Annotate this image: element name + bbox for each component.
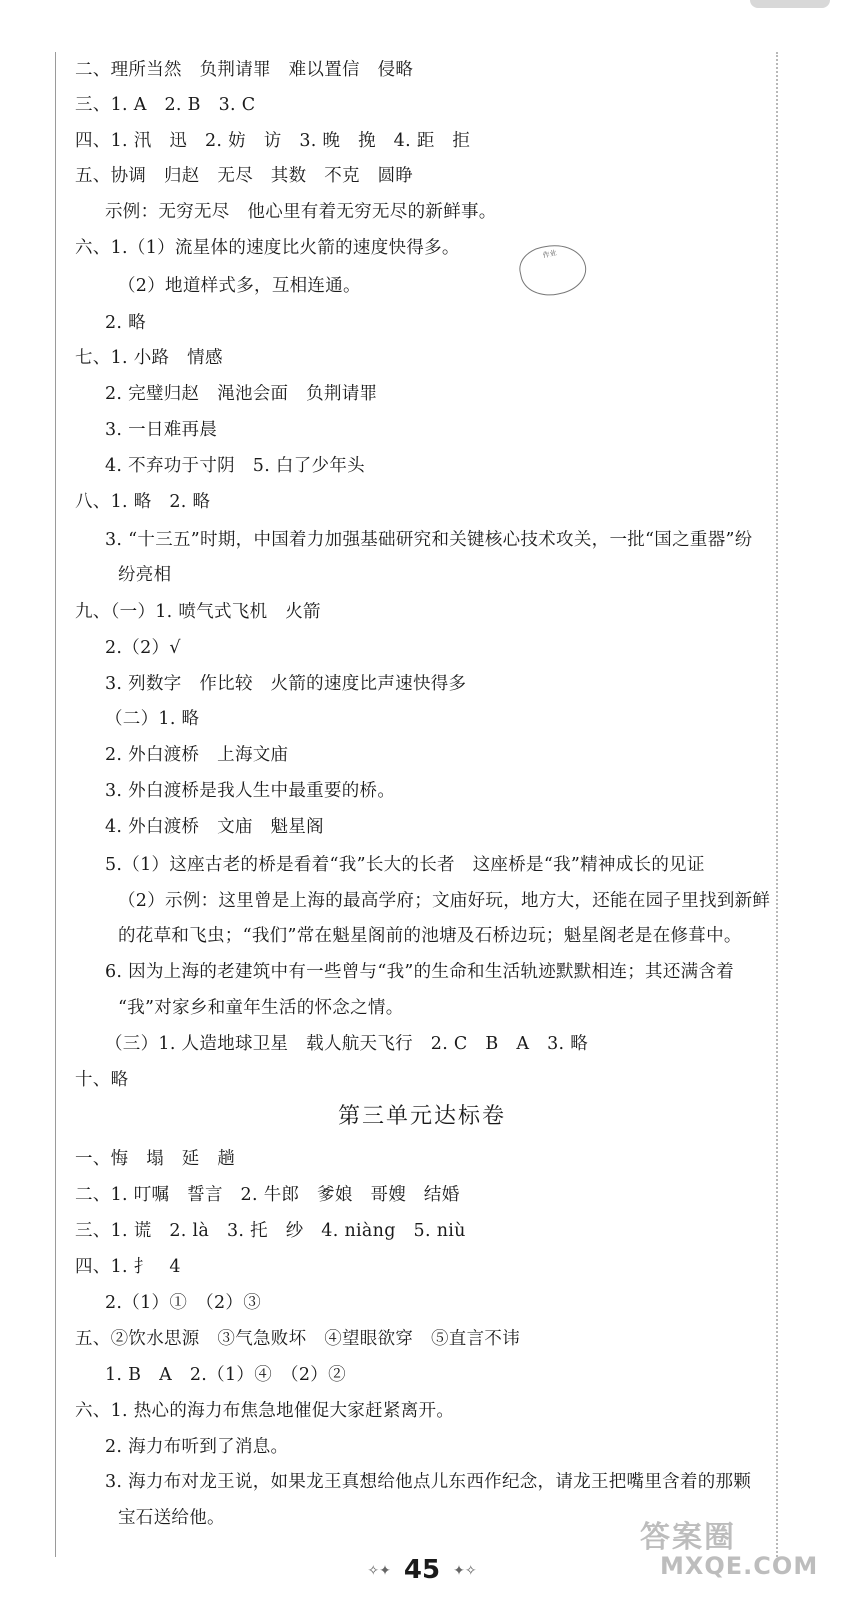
answer-line: 示例：无穷无尽 他心里有着无穷无尽的新鲜事。 — [105, 202, 497, 222]
answer-line: 纷亮相 — [118, 565, 172, 585]
answer-line: 2. 外白渡桥 上海文庙 — [105, 745, 289, 765]
answer-line: 2. 海力布听到了消息。 — [105, 1437, 289, 1457]
left-margin-rule — [55, 52, 56, 1557]
answer-line: 3. 一日难再晨 — [105, 420, 218, 440]
answer-line: 七、1. 小路 情感 — [75, 348, 223, 368]
answer-line: 6. 因为上海的老建筑中有一些曾与“我”的生命和生活轨迹默默相连；其还满含着 — [105, 962, 735, 982]
stamp-label: 作业 — [541, 248, 558, 260]
section-title: 第三单元达标卷 — [337, 1104, 506, 1129]
ornament-icon: ✧✦ — [367, 1562, 391, 1579]
answer-line: 八、1. 略 2. 略 — [75, 492, 211, 512]
answer-line: （三）1. 人造地球卫星 载人航天飞行 2. C B A 3. 略 — [105, 1034, 589, 1054]
right-margin-rule — [776, 52, 778, 1557]
watermark-url: MXQE.COM — [660, 1552, 819, 1580]
answer-line: 四、1. 汛 迅 2. 妨 访 3. 晚 挽 4. 距 拒 — [75, 131, 471, 151]
answer-line: 2. 略 — [105, 313, 146, 333]
answer-line: 六、1. 热心的海力布焦急地催促大家赶紧离开。 — [75, 1401, 455, 1421]
answer-line: 四、1. 扌 4 — [75, 1257, 181, 1277]
answer-line: 2.（1）① （2）③ — [105, 1293, 262, 1313]
answer-line: （2）地道样式多，互相连通。 — [118, 276, 361, 296]
answer-line: 九、（一）1. 喷气式飞机 火箭 — [75, 602, 321, 622]
corner-mark — [750, 0, 830, 8]
answer-line: 二、理所当然 负荆请罪 难以置信 侵略 — [75, 60, 414, 80]
answer-line: 三、1. 谎 2. là 3. 托 纱 4. niàng 5. niù — [75, 1221, 466, 1241]
answer-line: 一、悔 塌 延 趟 — [75, 1149, 236, 1169]
answer-line: （二）1. 略 — [105, 709, 200, 729]
answer-line: 3. 海力布对龙王说，如果龙王真想给他点儿东西作纪念，请龙王把嘴里含着的那颗 — [105, 1472, 752, 1492]
answer-line: 二、1. 叮嘱 誓言 2. 牛郎 爹娘 哥嫂 结婚 — [75, 1185, 460, 1205]
answer-line: 三、1. A 2. B 3. C — [75, 95, 256, 115]
answer-line: 4. 外白渡桥 文庙 魁星阁 — [105, 817, 324, 837]
page-number: 45 — [403, 1555, 441, 1585]
homework-stamp — [516, 239, 591, 302]
answer-line: 5.（1）这座古老的桥是看着“我”长大的长者 这座桥是“我”精神成长的见证 — [105, 855, 705, 875]
answer-line: 宝石送给他。 — [118, 1508, 225, 1528]
watermark-text: 答案圈 — [640, 1520, 736, 1555]
answer-line: “我”对家乡和童年生活的怀念之情。 — [118, 998, 404, 1018]
answer-line: 3. 列数字 作比较 火箭的速度比声速快得多 — [105, 674, 467, 694]
answer-line: 五、②饮水思源 ③气急败坏 ④望眼欲穿 ⑤直言不讳 — [75, 1329, 520, 1349]
answer-line: 五、协调 归赵 无尽 其数 不克 圆睁 — [75, 166, 414, 186]
answer-line: 3. “十三五”时期，中国着力加强基础研究和关键核心技术攻关，一批“国之重器”纷 — [105, 530, 753, 550]
answer-line: 六、1.（1）流星体的速度比火箭的速度快得多。 — [75, 238, 460, 258]
page-footer — [0, 1552, 844, 1589]
answer-line: 2.（2）√ — [105, 638, 181, 658]
answer-line: 4. 不弃功于寸阴 5. 白了少年头 — [105, 456, 365, 476]
ornament-icon: ✦✧ — [453, 1562, 477, 1579]
answer-line: 1. B A 2.（1）④ （2）② — [105, 1365, 346, 1385]
answer-line: 十、略 — [75, 1070, 129, 1090]
answer-line: 3. 外白渡桥是我人生中最重要的桥。 — [105, 781, 396, 801]
answer-line: （2）示例：这里曾是上海的最高学府；文庙好玩，地方大，还能在园子里找到新鲜 — [118, 891, 771, 911]
answer-line: 2. 完璧归赵 渑池会面 负荆请罪 — [105, 384, 378, 404]
answer-line: 的花草和飞虫；“我们”常在魁星阁前的池塘及石桥边玩；魁星阁老是在修葺中。 — [118, 926, 742, 946]
